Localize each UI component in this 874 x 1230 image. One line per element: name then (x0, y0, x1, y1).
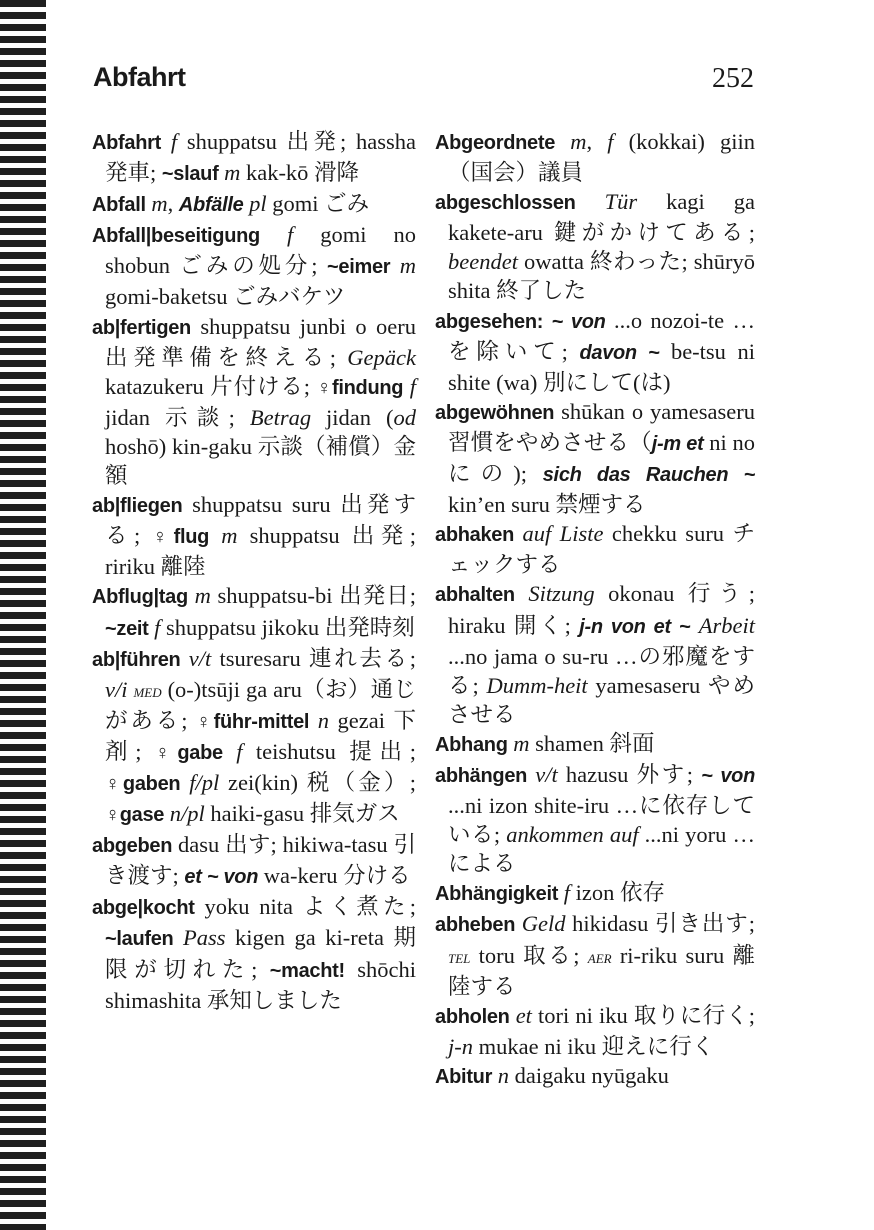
dictionary-entry (435, 1001, 755, 1061)
page-edge-thumb-index (0, 0, 46, 1230)
translation-text: , (167, 191, 179, 217)
headword: abhängen (435, 764, 528, 787)
dictionary-entry (92, 892, 416, 1014)
translation-text: jidan ( (311, 404, 394, 430)
headword: Abitur (435, 1065, 493, 1088)
translation-text: , (586, 129, 608, 154)
dictionary-entry (92, 490, 416, 581)
translation-text: daigaku nyūgaku (508, 1062, 669, 1088)
grammar-label: n (497, 1062, 509, 1088)
translation-text: kagi ga kakete-aru 鍵がかけてある; (448, 189, 756, 246)
translation-text: gezai 下剤; (105, 707, 416, 764)
translation-text: zei(kin) 税（金）; (219, 769, 417, 795)
translation-text: katazukeru 片付ける; (105, 373, 317, 399)
dictionary-entry (92, 644, 416, 831)
dictionary-entry (435, 909, 755, 1000)
headword: ~zeit (105, 617, 149, 640)
headword: ab|fertigen (92, 316, 191, 339)
headword: abge|kocht (92, 897, 195, 920)
phrase: j-m et (651, 432, 704, 455)
headword: ♀flug (152, 526, 210, 549)
headword: Abgeordnete (435, 132, 556, 154)
headword: ~eimer (327, 256, 391, 279)
guide-word: Abfahrt (93, 62, 186, 92)
translation-text: mukae ni iku 迎えに行く (473, 1033, 715, 1059)
dictionary-entry (435, 1061, 755, 1092)
translation-text: shuppatsu 出発; ririku 離陸 (105, 523, 417, 580)
translation-text: izon 依存 (569, 880, 665, 906)
translation-text (180, 770, 189, 795)
phrase: ~ von (551, 310, 606, 333)
translation-text (260, 222, 287, 247)
translation-text: be-tsu ni shite (wa) 別にして(は) (448, 338, 755, 395)
headword: Abfahrt (92, 132, 162, 154)
grammar-label: Betrag (249, 404, 312, 430)
grammar-label: m (224, 160, 241, 186)
headword: abholen (435, 1005, 510, 1028)
translation-text: (kokkai) giin（国会）議員 (448, 129, 756, 186)
headword: abgeben (92, 835, 173, 858)
dictionary-entry (435, 127, 755, 187)
phrase: j-n von et ~ (579, 615, 691, 638)
right-column (435, 127, 755, 1092)
grammar-label: f (286, 222, 294, 248)
translation-text: shuppatsu junbi o oeru 出発準備を終える; (105, 313, 416, 370)
translation-text: shuppatsu jikoku 出発時刻 (160, 614, 415, 640)
field-label: aer (587, 946, 612, 968)
grammar-label: Tür (604, 189, 638, 215)
translation-text: shūkan o yamesaseru 習慣をやめさせる（ (448, 398, 755, 455)
phrase: et ~ von (184, 866, 259, 889)
grammar-label: Sitzung (528, 581, 595, 607)
phrase: davon ~ (579, 341, 660, 364)
page-number: 252 (712, 63, 754, 94)
translation-text: owatta 終わった; shūryō shita 終了した (448, 249, 755, 304)
grammar-label: ankommen auf (506, 822, 639, 848)
translation-text (180, 646, 188, 671)
field-label: med (133, 680, 162, 702)
headword: abgeschlossen (435, 192, 576, 215)
translation-text: toru 取る; (470, 942, 588, 968)
dictionary-entry (435, 519, 755, 579)
translation-text: ...ni izon shite-iru …に依存している; (448, 793, 755, 848)
grammar-label: f (563, 880, 570, 906)
grammar-label: m (513, 730, 530, 756)
translation-text (161, 129, 171, 154)
translation-text: kigen ga ki-reta 期限が切れた; (105, 925, 417, 982)
translation-text (514, 521, 522, 546)
translation-text: wa-keru 分ける (258, 863, 411, 889)
translation-text (209, 523, 221, 548)
headword: abhalten (435, 584, 515, 607)
grammar-label: m (151, 191, 168, 217)
dictionary-entry (435, 579, 755, 728)
translation-text (576, 189, 605, 214)
grammar-label: Pass (183, 925, 226, 951)
grammar-label: pl (249, 191, 267, 217)
translation-text: ...ni yoru …による (448, 822, 755, 877)
translation-text (188, 583, 195, 608)
translation-text: chekku suru チェックする (448, 521, 755, 578)
translation-text: gomi-baketsu ごみバケツ (105, 284, 346, 310)
headword: ab|führen (92, 648, 181, 671)
translation-text: ...o nozoi-te …を除いて; (448, 307, 756, 364)
headword: Abfall|beseitigung (92, 225, 260, 248)
translation-text: ri-riku suru 離陸する (448, 942, 755, 999)
headword: ~macht! (269, 959, 345, 982)
translation-text: tori ni iku 取りに行く; (531, 1002, 756, 1028)
dictionary-entry (92, 127, 416, 189)
grammar-label: m (221, 523, 238, 549)
grammar-label: et (515, 1002, 532, 1028)
translation-text: kin’en suru 禁煙する (448, 492, 646, 518)
translation-text (173, 925, 183, 950)
dictionary-entry (92, 220, 416, 311)
grammar-label: auf Liste (522, 521, 604, 547)
translation-text (690, 613, 698, 638)
grammar-label: Dumm-heit (486, 672, 588, 698)
headword: ♀gase (105, 804, 165, 827)
grammar-label: m (399, 253, 416, 279)
grammar-label: f/pl (189, 769, 220, 795)
left-column (92, 127, 416, 1015)
grammar-label: f (409, 373, 416, 399)
translation-text: okonau 行う; hiraku 開く; (448, 581, 755, 638)
translation-text (223, 739, 236, 764)
dictionary-entry (435, 187, 755, 305)
dictionary-entry (92, 312, 416, 491)
grammar-label: j-n (448, 1033, 473, 1059)
translation-text: shōchi shimashita 承知しました (105, 956, 416, 1013)
translation-text (515, 581, 529, 606)
translation-text: ni no にの); (448, 429, 755, 487)
field-label: tel (448, 946, 471, 968)
translation-text: yamesaseru やめさせる (448, 672, 755, 727)
grammar-label: m (570, 129, 587, 154)
grammar-label: n (317, 707, 329, 733)
grammar-label: f (607, 129, 614, 154)
translation-text: jidan 示談; (105, 404, 250, 430)
grammar-label: od (393, 404, 416, 430)
translation-text (390, 253, 399, 278)
headword: ♀findung (316, 376, 404, 399)
translation-text: teishutsu 提出; (242, 738, 416, 764)
grammar-label: Arbeit (698, 612, 756, 638)
headword: Abhang (435, 733, 508, 756)
translation-text (309, 708, 318, 733)
dictionary-entry (435, 729, 755, 760)
translation-text: (o-)tsūji ga aru（お）通じがある; (105, 676, 416, 733)
dictionary-entry (435, 878, 755, 909)
headword: Abflug|tag (92, 586, 188, 609)
headword: abgesehen: (435, 310, 544, 333)
grammar-label: v/t (535, 761, 558, 787)
translation-text (515, 911, 522, 936)
headword: Abfall (92, 194, 146, 217)
headword: ♀gaben (105, 772, 181, 795)
translation-text: ...no jama o su-ru …の邪魔をする; (448, 643, 755, 698)
headword: ab|fliegen (92, 495, 183, 518)
grammar-label: n/pl (169, 801, 205, 827)
headword: ♀gabe (154, 741, 223, 764)
phrase: Abfälle (178, 194, 244, 217)
dictionary-entry (435, 397, 755, 519)
grammar-label: v/i (105, 676, 128, 702)
translation-text: kak-kō 滑降 (240, 160, 360, 186)
grammar-label: beendet (448, 249, 518, 275)
dictionary-entry (92, 581, 416, 643)
translation-text: shuppatsu suru 出発する; (105, 492, 416, 549)
headword: ~slauf (161, 163, 219, 186)
grammar-label: f (170, 129, 178, 154)
dictionary-entry (435, 760, 755, 878)
phrase: ~ von (701, 764, 756, 787)
dictionary-entry (92, 189, 416, 220)
grammar-label: f (154, 614, 161, 640)
grammar-label: Gepäck (347, 344, 416, 370)
headword: abhaken (435, 524, 515, 547)
translation-text: hikidasu 引き出す; (565, 911, 756, 937)
headword: ~laufen (105, 928, 174, 951)
translation-text: shuppatsu-bi 出発日; (210, 583, 417, 609)
translation-text: dasu 出す; hikiwa-tasu 引き渡す; (105, 832, 416, 889)
translation-text: shuppatsu 出発; hassha 発車; (105, 129, 416, 186)
translation-text: gomi ごみ (266, 191, 370, 217)
dictionary-entry (435, 306, 755, 397)
translation-text: haiki-gasu 排気ガス (204, 801, 400, 827)
grammar-label: f (236, 738, 243, 764)
translation-text: yoku nita よく煮た; (194, 894, 416, 920)
grammar-label: m (194, 583, 211, 609)
translation-text (543, 308, 551, 333)
translation-text (555, 129, 570, 154)
translation-text: hazusu 外す; (557, 761, 702, 787)
grammar-label: v/t (188, 645, 212, 671)
translation-text: tsuresaru 連れ去る; (211, 645, 416, 671)
headword: abheben (435, 914, 516, 937)
grammar-label: Geld (521, 911, 566, 937)
translation-text: gomi no shobun ごみの処分; (105, 222, 416, 279)
headword: ♀führ-mittel (196, 710, 310, 733)
headword: Abhängigkeit (435, 883, 559, 906)
translation-text: shamen 斜面 (529, 730, 655, 756)
translation-text: hoshō) kin-gaku 示談（補償）金額 (105, 433, 416, 489)
dictionary-entry (92, 830, 416, 892)
phrase: sich das Rauchen ~ (542, 464, 755, 487)
headword: abgewöhnen (435, 401, 555, 424)
